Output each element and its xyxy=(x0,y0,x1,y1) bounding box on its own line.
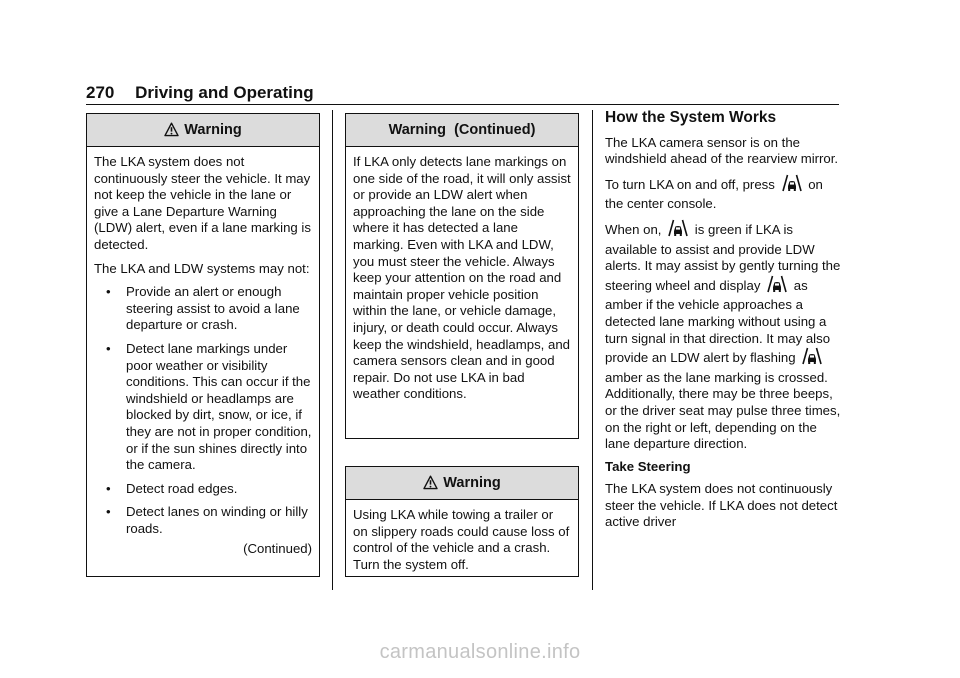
page-number: 270 xyxy=(86,83,115,102)
watermark: carmanualsonline.info xyxy=(379,641,581,663)
warning-body xyxy=(87,147,319,564)
page-header xyxy=(86,83,314,103)
lane-keep-assist-icon xyxy=(764,275,790,298)
warning-list xyxy=(94,284,312,537)
column-3 xyxy=(605,110,841,537)
warning-continued-box xyxy=(345,113,579,439)
warning-continued-header: Warning (Continued) xyxy=(346,114,578,147)
warning-triangle-icon xyxy=(423,470,438,502)
column-divider-right xyxy=(592,110,593,590)
lane-keep-assist-icon xyxy=(799,347,825,370)
warning-header xyxy=(346,467,578,500)
bullet-icon: • xyxy=(106,284,111,300)
body-paragraph: The LKA camera sensor is on the windshield ahead of the rearview mirror. xyxy=(605,134,839,167)
warning-title: Warning xyxy=(443,475,501,491)
list-item: • Detect lane markings under poor weather or visibility conditions. This can occur if the windshield or headlamps are blocked by dirt, snow, or ice, if they are not in proper condition, or if the sun shines directly into the camera. xyxy=(106,340,312,473)
list-item: • Detect lanes on winding or hilly roads. xyxy=(106,504,308,536)
body-paragraph: To turn LKA on and off, press on the center console. xyxy=(605,174,841,213)
bullet-icon: • xyxy=(106,480,111,496)
warning-header xyxy=(87,114,319,147)
lane-keep-assist-icon xyxy=(779,174,805,197)
warning-paragraph: The LKA system does not continuously steer the vehicle. It may not keep the vehicle in the lane or give a Lane Departure Warning (LDW) alert, even if a lane marking is detected. xyxy=(94,154,311,252)
continued-label: (Continued) xyxy=(243,541,312,557)
column-divider-left xyxy=(332,110,333,590)
warning-triangle-icon xyxy=(164,117,179,149)
body-paragraph: When on, is green if LKA is available to assist and provide LDW alerts. It may assist by gently turning the steering wheel and display as amber if the vehicle approaches a detected lane marking without using a turn signal in that direction. It may also provide an LDW alert by flashing amber as the lane marking is crossed. Additionally, there may be three beeps, or the driver seat may pulse three times, on the right or left, depending on the lane departure direction. xyxy=(605,219,841,453)
warning-paragraph: Using LKA while towing a trailer or on slippery roads could cause loss of control of the vehicle and a crash. Turn the system off. xyxy=(353,507,570,572)
section-title: Driving and Operating xyxy=(135,83,314,102)
column-2 xyxy=(345,113,579,577)
section-heading: How the System Works xyxy=(605,109,777,126)
warning-paragraph: The LKA and LDW systems may not: xyxy=(94,260,310,276)
lane-keep-assist-icon xyxy=(665,219,691,242)
body-paragraph: The LKA system does not continuously steer the vehicle. If LKA does not detect active driver xyxy=(605,481,838,530)
list-item: • Provide an alert or enough steering assist to avoid a lane departure or crash. xyxy=(106,284,300,333)
subheading: Take Steering xyxy=(605,458,691,474)
bullet-icon: • xyxy=(106,340,111,356)
warning-continued-body xyxy=(346,147,578,416)
header-rule xyxy=(86,104,839,105)
warning-box-2 xyxy=(345,466,579,577)
column-1 xyxy=(86,113,320,577)
list-item: • Detect road edges. xyxy=(106,480,238,496)
warning-body xyxy=(346,500,578,586)
bullet-icon: • xyxy=(106,504,111,520)
warning-box xyxy=(86,113,320,577)
warning-paragraph: If LKA only detects lane markings on one side of the road, it will only assist or provide an LDW alert when approaching the lane on the side where it has detected a lane marking. Even with LKA and LDW, you must steer the vehicle. Always keep your attention on the road and maintain proper vehicle position within the lane, or vehicle damage, injury, or death could occur. Always keep the windshield, headlamps, and camera sensors clean and in good repair. Do not use LKA in bad weather conditions. xyxy=(353,154,571,402)
warning-title: Warning xyxy=(184,122,242,138)
